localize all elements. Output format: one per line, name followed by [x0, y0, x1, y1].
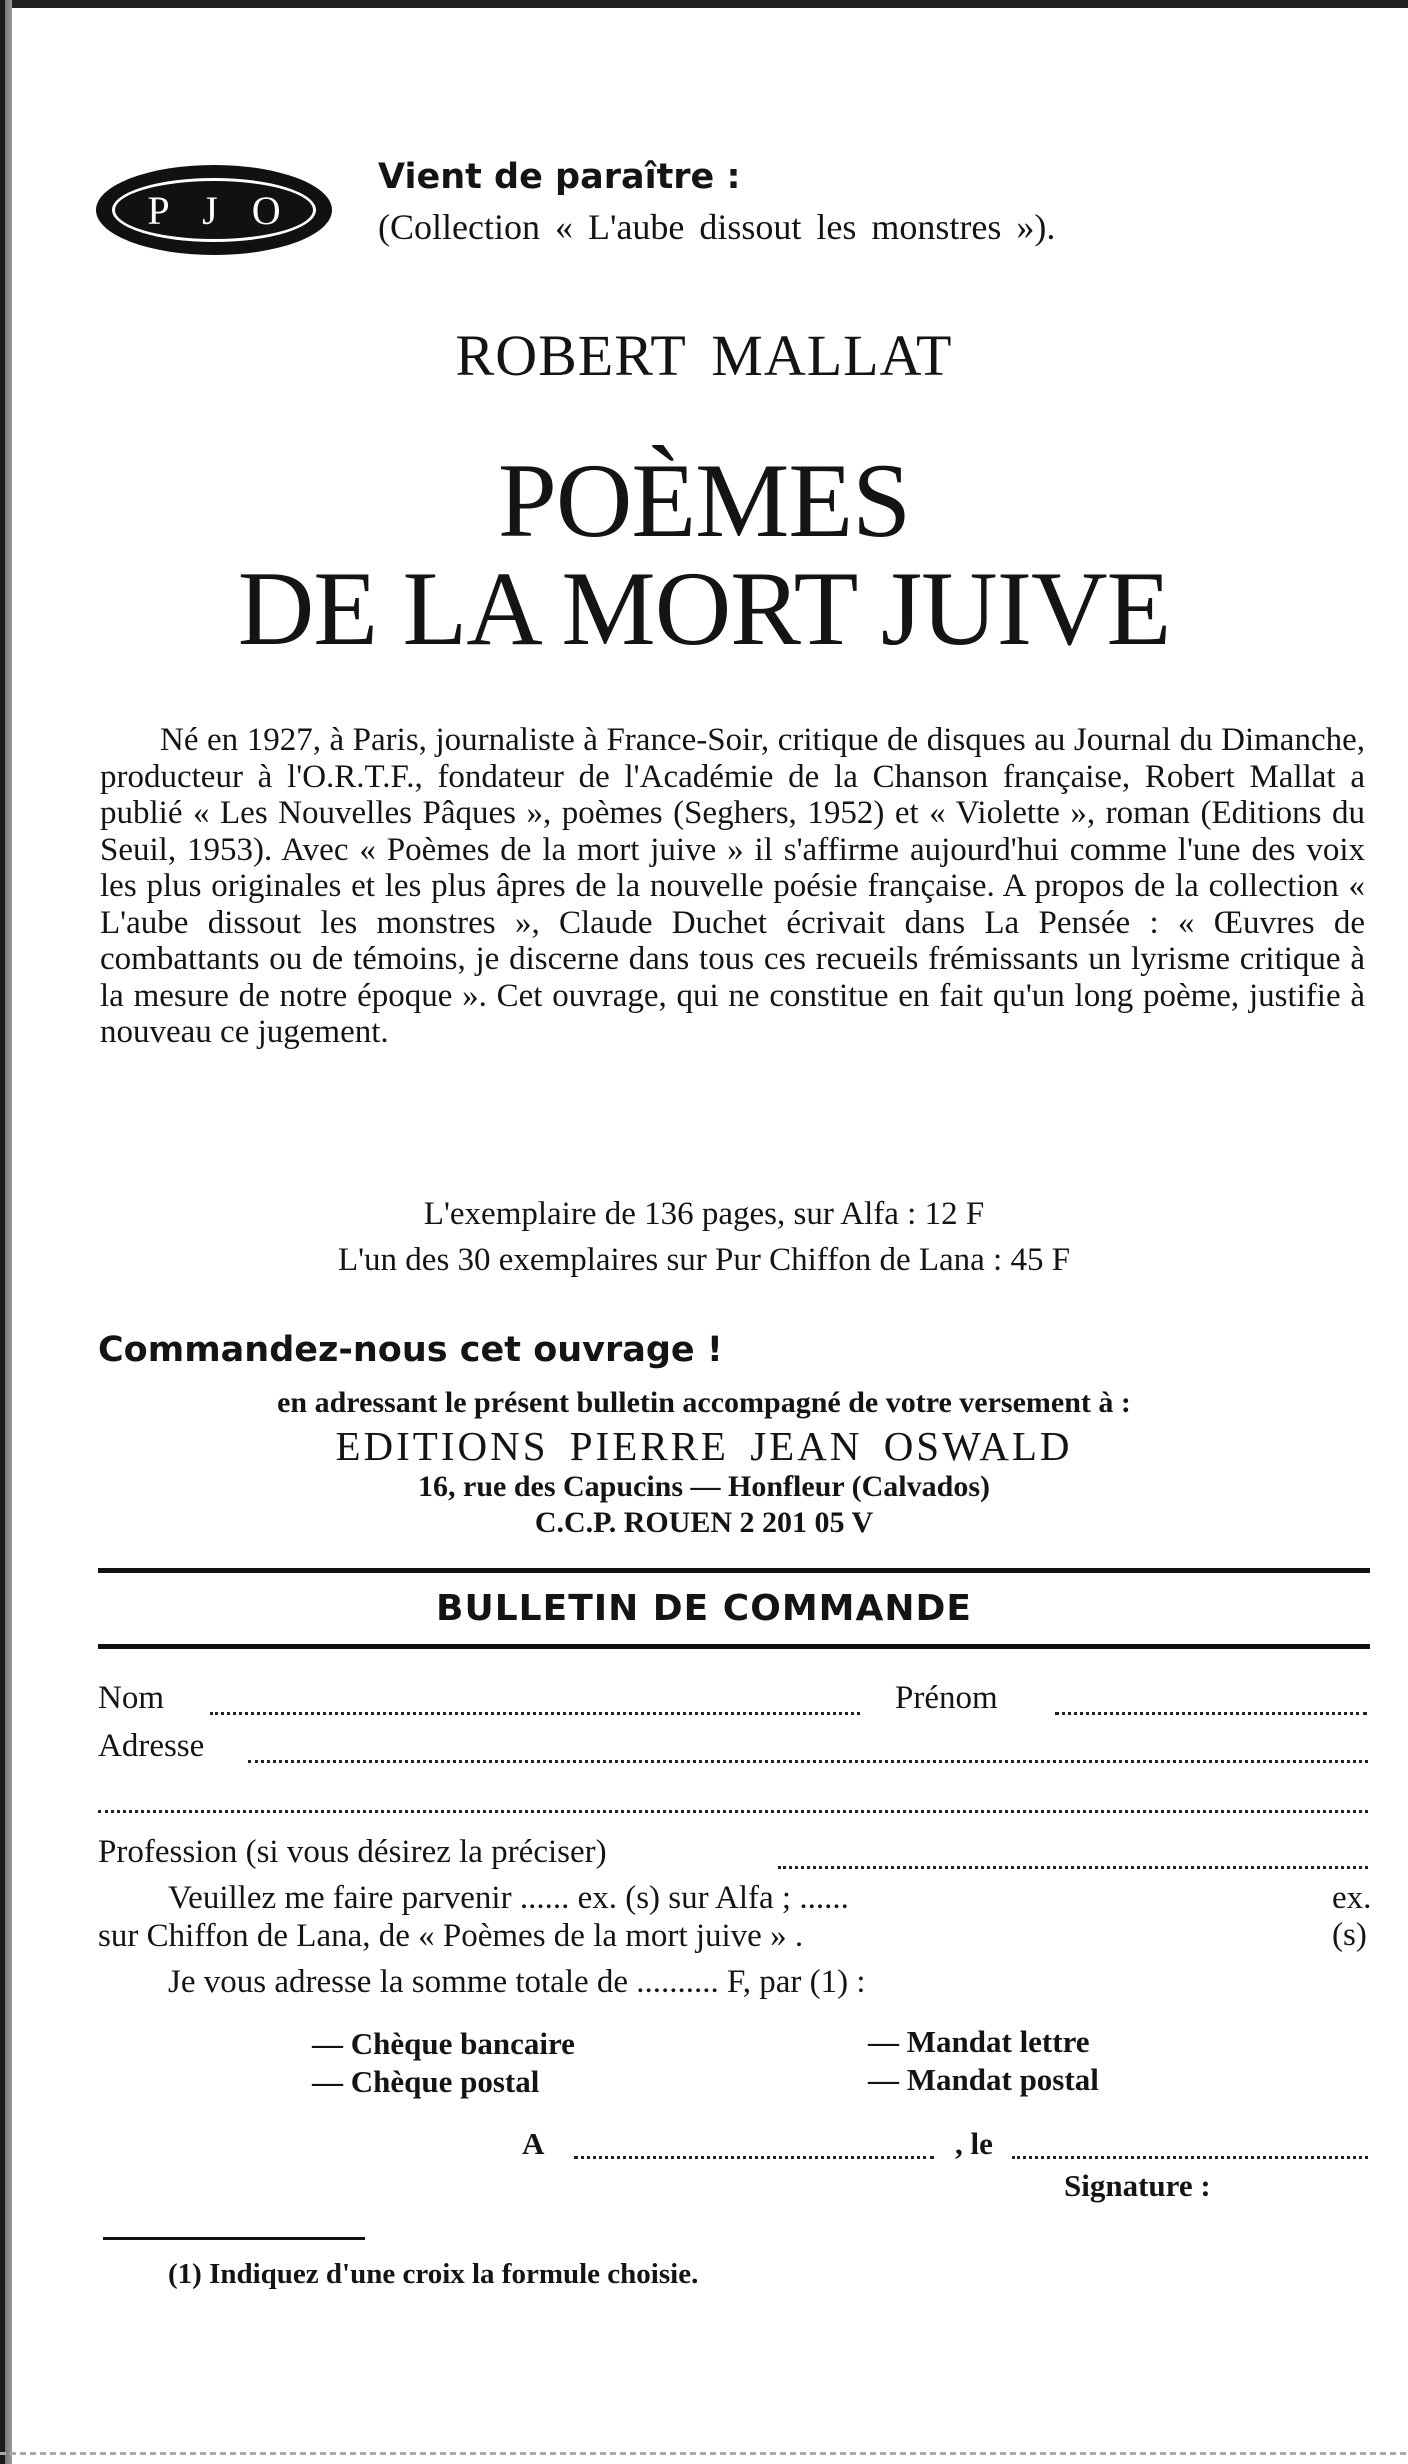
- bulletin-top-rule: [98, 1568, 1370, 1573]
- pjo-logo: [96, 165, 332, 255]
- collection-name: (Collection « L'aube dissout les monstres »).: [378, 207, 1056, 247]
- order-instruction: en adressant le présent bulletin accompagné de votre versement à :: [277, 1386, 1131, 1419]
- order-heading: Commandez-nous cet ouvrage !: [98, 1330, 723, 1370]
- publisher-name: EDITIONS PIERRE JEAN OSWALD: [335, 1423, 1073, 1469]
- nom-field[interactable]: [210, 1686, 860, 1715]
- prenom-field[interactable]: [1055, 1686, 1367, 1715]
- adresse-field[interactable]: [248, 1734, 1368, 1763]
- book-title-line2: DE LA MORT JUIVE: [237, 550, 1171, 667]
- publisher-ccp: C.C.P. ROUEN 2 201 05 V: [534, 1506, 874, 1539]
- order-quantity-line2: sur Chiffon de Lana, de « Poèmes de la mort juive » .: [98, 1918, 804, 1954]
- order-quantity-line1-end: ex. (s): [1332, 1880, 1372, 1953]
- profession-field[interactable]: [778, 1840, 1368, 1869]
- page-border-bottom: [0, 2452, 1408, 2455]
- signature-label: Signature :: [1064, 2168, 1211, 2203]
- place-label: A: [522, 2126, 545, 2161]
- nom-label: Nom: [98, 1680, 164, 1716]
- date-label: , le: [955, 2126, 993, 2161]
- book-author: ROBERT MALLAT: [455, 323, 953, 388]
- description-paragraph: Né en 1927, à Paris, journaliste à France-Soir, critique de disques au Journal du Dimanche, producteur à l'O.R.T.F., fondateur de l'Académie de la Chanson française, Robert Mallat a publié « Les Nouvelles Pâques », poèmes (Seghers, 1952) et « Violette », roman (Editions du Seuil, 1953). Avec « Poèmes de la mort juive » il s'affirme aujourd'hui comme l'une des voix les plus originales et les plus âpres de la nouvelle poésie française. A propos de la collection « L'aube dissout les monstres », Claude Duchet écrivait dans La Pensée : « Œuvres de combattants ou de témoins, je discerne dans tous ces recueils frémissants un lyrisme critique à la mesure de notre époque ». Cet ouvrage, qui ne constitue en fait qu'un long poème, justifie à nouveau ce jugement.: [100, 722, 1365, 1050]
- intro-heading: Vient de paraître :: [378, 157, 741, 197]
- place-field[interactable]: [574, 2130, 934, 2159]
- adresse-label: Adresse: [98, 1728, 205, 1764]
- payment-option-cheque-bancaire[interactable]: — Chèque bancaire: [312, 2026, 575, 2061]
- payment-option-mandat-lettre[interactable]: — Mandat lettre: [868, 2024, 1090, 2059]
- date-field[interactable]: [1012, 2130, 1368, 2159]
- price-chiffon: L'un des 30 exemplaires sur Pur Chiffon de Lana : 45 F: [337, 1242, 1071, 1278]
- payment-option-cheque-postal[interactable]: — Chèque postal: [312, 2064, 540, 2099]
- payment-option-mandat-postal[interactable]: — Mandat postal: [868, 2062, 1099, 2097]
- footnote: (1) Indiquez d'une croix la formule choisie.: [168, 2258, 699, 2290]
- book-title-line1: POÈMES: [497, 442, 911, 559]
- prenom-label: Prénom: [895, 1680, 998, 1716]
- book-description: [100, 722, 1365, 1051]
- footnote-rule: [103, 2237, 365, 2240]
- pjo-logo-ring: [112, 178, 316, 242]
- total-amount-line: Je vous adresse la somme totale de .......... F, par (1) :: [168, 1964, 866, 2000]
- price-alfa: L'exemplaire de 136 pages, sur Alfa : 12 F: [423, 1196, 985, 1232]
- pjo-logo-text: P J O: [147, 187, 293, 233]
- bulletin-bottom-rule: [98, 1644, 1370, 1649]
- page-border-top: [0, 0, 1408, 8]
- order-quantity-line1: Veuillez me faire parvenir ...... ex. (s) sur Alfa ; ......: [168, 1880, 849, 1916]
- adresse-field-line2[interactable]: [98, 1784, 1368, 1813]
- profession-label: Profession (si vous désirez la préciser): [98, 1834, 607, 1870]
- bulletin-title: BULLETIN DE COMMANDE: [436, 1588, 972, 1629]
- publisher-address: 16, rue des Capucins — Honfleur (Calvados): [418, 1470, 990, 1503]
